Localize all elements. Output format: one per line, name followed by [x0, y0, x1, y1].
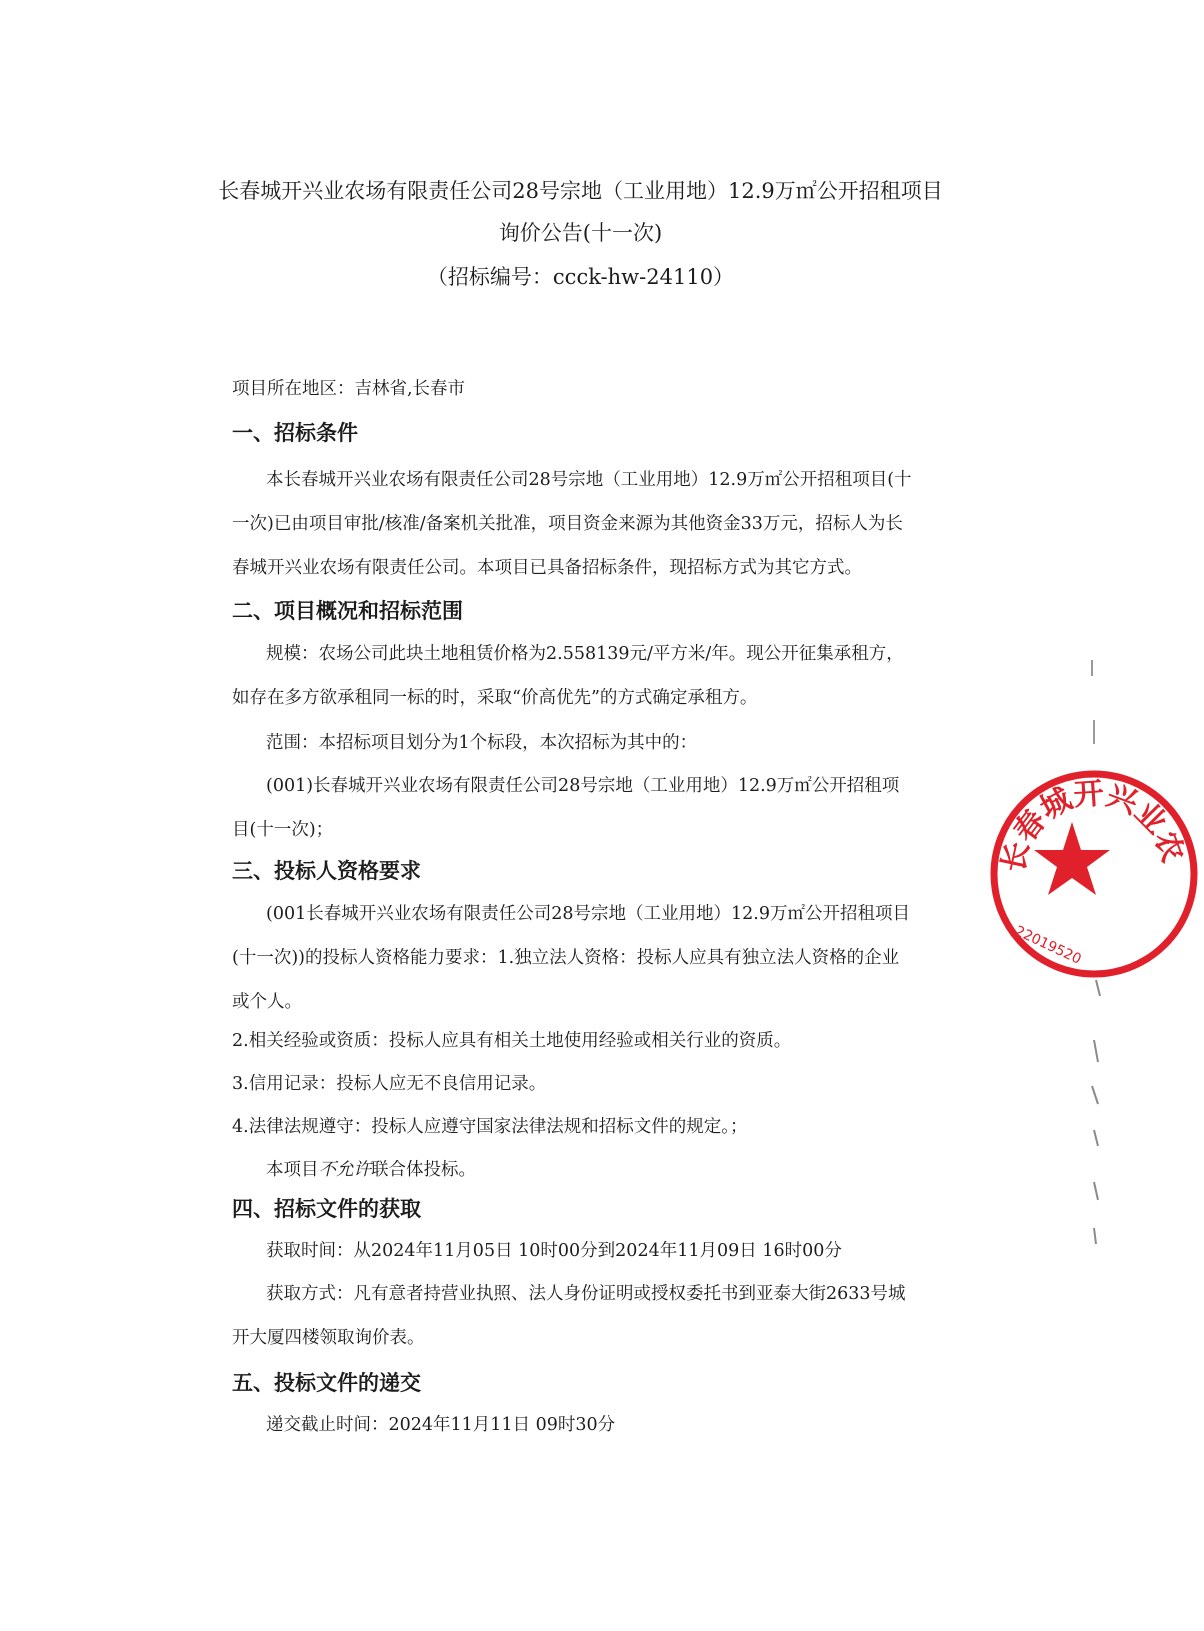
- edge-mark: [1096, 980, 1100, 996]
- scan-edge-marks: [1088, 660, 1128, 1260]
- section-3-title: 三、投标人资格要求: [232, 859, 421, 883]
- section-4-time-text: 获取时间：从2024年11月05日 10时00分到2024年11月09日 16时00分: [266, 1241, 842, 1261]
- section-2-scale-text: 规模：农场公司此块土地租赁价格为2.558139元/平方米/年。现公开征集承租方，如存在多方欲承租同一标的时，采取“价高优先”的方式确定承租方。: [232, 644, 904, 708]
- section-5-title: 五、投标文件的递交: [232, 1371, 421, 1395]
- title-line-2: 询价公告(十一次): [498, 221, 663, 245]
- section-2-title: 二、项目概况和招标范围: [232, 599, 463, 623]
- section-5-deadline-text: 递交截止时间：2024年11月11日 09时30分: [266, 1415, 616, 1435]
- section-1-text: 本长春城开兴业农场有限责任公司28号宗地（工业用地）12.9万㎡公开招租项目(十一次)已由项目审批/核准/备案机关批准，项目资金来源为其他资金33万元，招标人为长春城开兴业农场有限责任公司。本项目已具备招标条件，现招标方式为其它方式。: [232, 470, 912, 578]
- title-line-1: 长春城开兴业农场有限责任公司28号宗地（工业用地）12.9万㎡公开招租项目: [218, 179, 943, 203]
- edge-mark: [1094, 1040, 1098, 1062]
- section-2-lot-text: (001)长春城开兴业农场有限责任公司28号宗地（工业用地）12.9万㎡公开招租项目(十一次)；: [232, 776, 900, 840]
- edge-mark: [1094, 1228, 1096, 1244]
- section-3-text: (001长春城开兴业农场有限责任公司28号宗地（工业用地）12.9万㎡公开招租项目(十一次))的投标人资格能力要求：1.独立法人资格：投标人应具有独立法人资格的企业或个人。: [232, 904, 910, 1012]
- qualification-item-3: 3.信用记录：投标人应无不良信用记录。: [232, 1074, 547, 1094]
- section-4-title: 四、招标文件的获取: [232, 1197, 421, 1221]
- section-2-scope-text: 范围：本招标项目划分为1个标段，本次招标为其中的：: [266, 733, 698, 753]
- consortium-suffix: 联合体投标。: [371, 1160, 476, 1180]
- section-4-method-text: 获取方式：凡有意者持营业执照、法人身份证明或授权委托书到亚泰大街2633号城开大厦四楼领取询价表。: [232, 1284, 906, 1348]
- consortium-line: [266, 1155, 966, 1185]
- title-line-3: （招标编号：ccck-hw-24110）: [426, 265, 735, 289]
- edge-mark: [1094, 1182, 1098, 1200]
- consortium-flag: 不允许: [318, 1160, 371, 1180]
- seal-code: 22019520: [1012, 923, 1084, 968]
- qualification-item-4: 4.法律法规遵守：投标人应遵守国家法律法规和招标文件的规定。；: [232, 1117, 748, 1137]
- seal-text: 长春城开兴业农: [996, 776, 1191, 876]
- consortium-prefix: 本项目: [266, 1160, 319, 1180]
- qualification-item-2: 2.相关经验或资质：投标人应具有相关土地使用经验或相关行业的资质。: [232, 1031, 792, 1051]
- edge-mark: [1092, 1086, 1098, 1104]
- location-line: 项目所在地区：吉林省,长春市: [232, 379, 466, 399]
- edge-mark: [1094, 1130, 1098, 1146]
- section-1-title: 一、招标条件: [232, 421, 358, 445]
